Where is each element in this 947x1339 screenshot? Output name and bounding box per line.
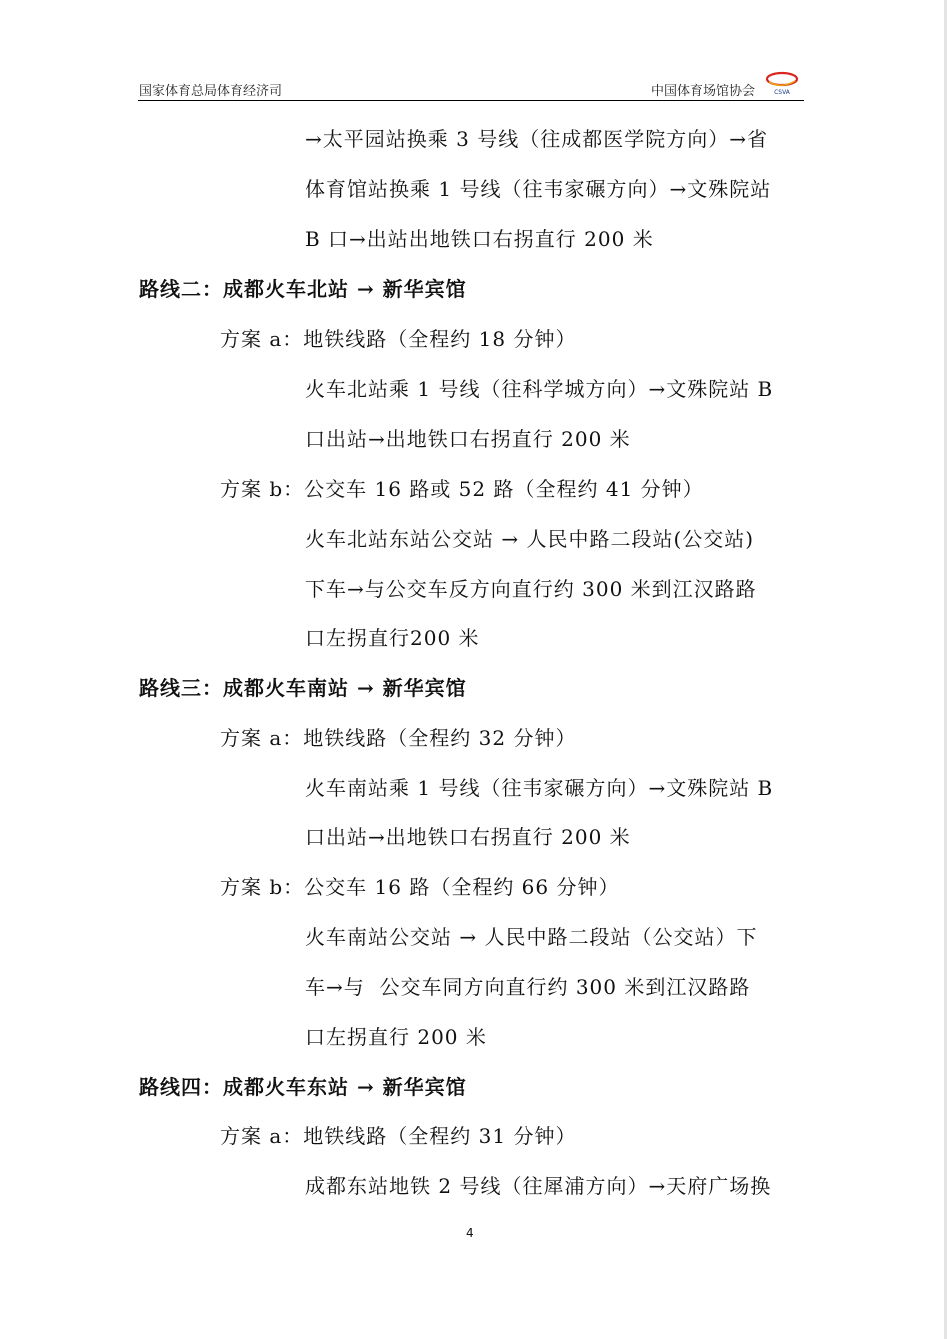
text-line-0: →太平园站换乘 3 号线（往成都医学院方向）→省: [305, 127, 768, 151]
text-line-2: B 口→出站出地铁口右拐直行 200 米: [305, 227, 654, 251]
route-heading-3: 路线三：成都火车南站 → 新华宾馆: [139, 676, 467, 700]
header-rule: [138, 100, 804, 101]
csva-logo-icon: [764, 69, 800, 97]
text-line-10: 口左拐直行200 米: [305, 626, 480, 650]
plan-line-2a: 方案 a：地铁线路（全程约 18 分钟）: [220, 327, 577, 351]
text-line-9: 下车→与公交车反方向直行约 300 米到江汉路路: [305, 577, 757, 601]
plan-line-2b: 方案 b：公交车 16 路或 52 路（全程约 41 分钟）: [220, 477, 704, 501]
text-line-1: 体育馆站换乘 1 号线（往韦家碾方向）→文殊院站: [305, 177, 772, 201]
header-right-text: 中国体育场馆协会: [651, 84, 756, 99]
text-line-5: 火车北站乘 1 号线（往科学城方向）→文殊院站 B: [305, 377, 774, 401]
text-line-18: 口左拐直行 200 米: [305, 1025, 487, 1049]
plan-line-3a: 方案 a：地铁线路（全程约 32 分钟）: [220, 726, 577, 750]
text-line-16: 火车南站公交站 → 人民中路二段站（公交站）下: [305, 925, 758, 949]
text-line-21: 成都东站地铁 2 号线（往犀浦方向）→天府广场换: [305, 1174, 772, 1198]
text-line-17: 车→与 公交车同方向直行约 300 米到江汉路路: [305, 975, 751, 999]
text-line-13: 火车南站乘 1 号线（往韦家碾方向）→文殊院站 B: [305, 776, 774, 800]
logo-text: CSVA: [774, 89, 790, 96]
text-line-6: 口出站→出地铁口右拐直行 200 米: [305, 427, 631, 451]
page-number: 4: [466, 1226, 474, 1240]
route-heading-4: 路线四：成都火车东站 → 新华宾馆: [139, 1075, 467, 1099]
text-line-14: 口出站→出地铁口右拐直行 200 米: [305, 825, 631, 849]
route-heading-2: 路线二：成都火车北站 → 新华宾馆: [139, 277, 467, 301]
header-left-text: 国家体育总局体育经济司: [139, 84, 283, 99]
plan-line-4a: 方案 a：地铁线路（全程约 31 分钟）: [220, 1124, 577, 1148]
plan-line-3b: 方案 b：公交车 16 路（全程约 66 分钟）: [220, 875, 620, 899]
text-line-8: 火车北站东站公交站 → 人民中路二段站(公交站): [305, 527, 755, 551]
